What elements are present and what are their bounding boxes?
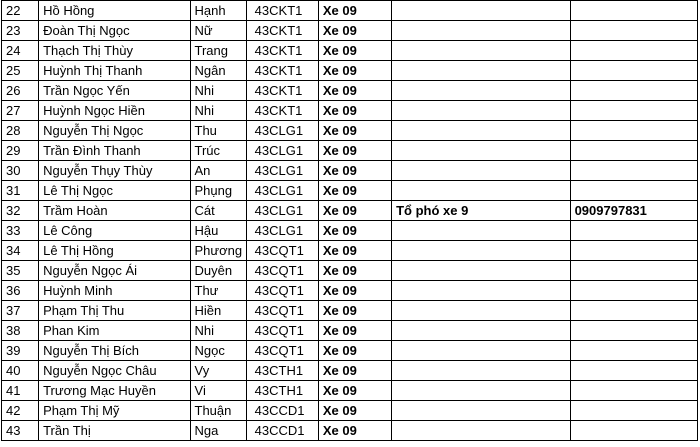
bus-number-cell: Xe 09 (318, 201, 391, 221)
family-name-cell: Huỳnh Minh (39, 281, 190, 301)
phone-number-cell (570, 241, 697, 261)
class-code-cell: 43CKT1 (246, 81, 318, 101)
role-cell (392, 221, 571, 241)
row-number-cell: 27 (2, 101, 39, 121)
given-name-cell: Phương (190, 241, 246, 261)
given-name-cell: Nhi (190, 81, 246, 101)
table-row (2, 301, 698, 321)
role-cell (392, 401, 571, 421)
row-number-cell: 24 (2, 41, 39, 61)
phone-number-cell (570, 261, 697, 281)
family-name-cell: Trần Đình Thanh (39, 141, 190, 161)
table-row (2, 241, 698, 261)
row-number-cell: 23 (2, 21, 39, 41)
table-row (2, 321, 698, 341)
bus-number-cell: Xe 09 (318, 221, 391, 241)
bus-number-cell: Xe 09 (318, 301, 391, 321)
family-name-cell: Trần Thị (39, 421, 190, 441)
row-number-cell: 22 (2, 1, 39, 21)
row-number-cell: 43 (2, 421, 39, 441)
class-code-cell: 43CTH1 (246, 361, 318, 381)
given-name-cell: Phụng (190, 181, 246, 201)
row-number-cell: 40 (2, 361, 39, 381)
student-bus-table (1, 0, 698, 441)
phone-number-cell (570, 401, 697, 421)
given-name-cell: Cát (190, 201, 246, 221)
given-name-cell: Trúc (190, 141, 246, 161)
role-cell (392, 361, 571, 381)
given-name-cell: Ngọc (190, 341, 246, 361)
class-code-cell: 43CLG1 (246, 181, 318, 201)
class-code-cell: 43CLG1 (246, 201, 318, 221)
family-name-cell: Huỳnh Ngọc Hiền (39, 101, 190, 121)
row-number-cell: 41 (2, 381, 39, 401)
row-number-cell: 33 (2, 221, 39, 241)
bus-number-cell: Xe 09 (318, 61, 391, 81)
role-cell (392, 321, 571, 341)
phone-number-cell (570, 221, 697, 241)
row-number-cell: 34 (2, 241, 39, 261)
family-name-cell: Lê Thị Ngọc (39, 181, 190, 201)
row-number-cell: 26 (2, 81, 39, 101)
phone-number-cell (570, 321, 697, 341)
given-name-cell: Nga (190, 421, 246, 441)
class-code-cell: 43CLG1 (246, 141, 318, 161)
bus-number-cell: Xe 09 (318, 121, 391, 141)
family-name-cell: Nguyễn Thị Bích (39, 341, 190, 361)
role-cell (392, 61, 571, 81)
phone-number-cell (570, 161, 697, 181)
phone-number-cell (570, 141, 697, 161)
class-code-cell: 43CQT1 (246, 281, 318, 301)
table-row (2, 21, 698, 41)
given-name-cell: Thu (190, 121, 246, 141)
bus-number-cell: Xe 09 (318, 381, 391, 401)
bus-number-cell: Xe 09 (318, 241, 391, 261)
class-code-cell: 43CQT1 (246, 301, 318, 321)
class-code-cell: 43CLG1 (246, 221, 318, 241)
bus-number-cell: Xe 09 (318, 321, 391, 341)
phone-number-cell (570, 421, 697, 441)
bus-number-cell: Xe 09 (318, 101, 391, 121)
class-code-cell: 43CQT1 (246, 241, 318, 261)
class-code-cell: 43CKT1 (246, 61, 318, 81)
class-code-cell: 43CKT1 (246, 101, 318, 121)
family-name-cell: Nguyễn Thị Ngọc (39, 121, 190, 141)
given-name-cell: Nhi (190, 321, 246, 341)
row-number-cell: 30 (2, 161, 39, 181)
role-cell (392, 241, 571, 261)
given-name-cell: Thuận (190, 401, 246, 421)
row-number-cell: 29 (2, 141, 39, 161)
table-row (2, 81, 698, 101)
table-row (2, 141, 698, 161)
table-row (2, 381, 698, 401)
phone-number-cell (570, 181, 697, 201)
row-number-cell: 42 (2, 401, 39, 421)
family-name-cell: Trần Ngọc Yến (39, 81, 190, 101)
role-cell (392, 261, 571, 281)
class-code-cell: 43CKT1 (246, 21, 318, 41)
table-row (2, 41, 698, 61)
role-cell (392, 1, 571, 21)
phone-number-cell (570, 341, 697, 361)
phone-number-cell (570, 41, 697, 61)
role-cell (392, 121, 571, 141)
table-row (2, 401, 698, 421)
role-cell (392, 381, 571, 401)
phone-number-cell (570, 381, 697, 401)
given-name-cell: Hiền (190, 301, 246, 321)
given-name-cell: Ngân (190, 61, 246, 81)
phone-number-cell (570, 101, 697, 121)
role-cell (392, 421, 571, 441)
bus-number-cell: Xe 09 (318, 401, 391, 421)
class-code-cell: 43CLG1 (246, 161, 318, 181)
given-name-cell: Trang (190, 41, 246, 61)
row-number-cell: 31 (2, 181, 39, 201)
given-name-cell: Vy (190, 361, 246, 381)
table-body (2, 1, 698, 441)
table-row (2, 421, 698, 441)
role-cell (392, 141, 571, 161)
bus-number-cell: Xe 09 (318, 41, 391, 61)
family-name-cell: Hồ Hồng (39, 1, 190, 21)
phone-number-cell (570, 1, 697, 21)
bus-number-cell: Xe 09 (318, 361, 391, 381)
given-name-cell: Hạnh (190, 1, 246, 21)
given-name-cell: Nữ (190, 21, 246, 41)
table-row (2, 361, 698, 381)
bus-number-cell: Xe 09 (318, 141, 391, 161)
bus-number-cell: Xe 09 (318, 281, 391, 301)
family-name-cell: Đoàn Thị Ngọc (39, 21, 190, 41)
role-cell (392, 181, 571, 201)
row-number-cell: 36 (2, 281, 39, 301)
role-cell (392, 161, 571, 181)
table-row (2, 101, 698, 121)
class-code-cell: 43CTH1 (246, 381, 318, 401)
table-row (2, 201, 698, 221)
class-code-cell: 43CKT1 (246, 41, 318, 61)
row-number-cell: 32 (2, 201, 39, 221)
family-name-cell: Trầm Hoàn (39, 201, 190, 221)
phone-number-cell (570, 121, 697, 141)
family-name-cell: Thạch Thị Thùy (39, 41, 190, 61)
given-name-cell: Thư (190, 281, 246, 301)
row-number-cell: 39 (2, 341, 39, 361)
bus-number-cell: Xe 09 (318, 81, 391, 101)
class-code-cell: 43CQT1 (246, 321, 318, 341)
table-row (2, 161, 698, 181)
family-name-cell: Phạm Thị Thu (39, 301, 190, 321)
given-name-cell: Vi (190, 381, 246, 401)
table-row (2, 1, 698, 21)
phone-number-cell: 0909797831 (570, 201, 697, 221)
row-number-cell: 37 (2, 301, 39, 321)
role-cell (392, 301, 571, 321)
table-row (2, 181, 698, 201)
class-code-cell: 43CQT1 (246, 341, 318, 361)
table-row (2, 341, 698, 361)
role-cell (392, 101, 571, 121)
row-number-cell: 35 (2, 261, 39, 281)
class-code-cell: 43CKT1 (246, 1, 318, 21)
row-number-cell: 25 (2, 61, 39, 81)
phone-number-cell (570, 61, 697, 81)
bus-number-cell: Xe 09 (318, 181, 391, 201)
given-name-cell: An (190, 161, 246, 181)
row-number-cell: 38 (2, 321, 39, 341)
phone-number-cell (570, 21, 697, 41)
family-name-cell: Nguyễn Ngọc Châu (39, 361, 190, 381)
role-cell (392, 341, 571, 361)
role-cell (392, 281, 571, 301)
family-name-cell: Lê Thị Hồng (39, 241, 190, 261)
family-name-cell: Huỳnh Thị Thanh (39, 61, 190, 81)
class-code-cell: 43CCD1 (246, 401, 318, 421)
family-name-cell: Nguyễn Ngọc Ái (39, 261, 190, 281)
class-code-cell: 43CCD1 (246, 421, 318, 441)
family-name-cell: Trương Mạc Huyền (39, 381, 190, 401)
phone-number-cell (570, 81, 697, 101)
table-row (2, 121, 698, 141)
bus-number-cell: Xe 09 (318, 161, 391, 181)
family-name-cell: Phan Kim (39, 321, 190, 341)
table-row (2, 281, 698, 301)
given-name-cell: Duyên (190, 261, 246, 281)
phone-number-cell (570, 361, 697, 381)
bus-number-cell: Xe 09 (318, 1, 391, 21)
family-name-cell: Nguyễn Thụy Thùy (39, 161, 190, 181)
given-name-cell: Nhi (190, 101, 246, 121)
bus-number-cell: Xe 09 (318, 261, 391, 281)
bus-number-cell: Xe 09 (318, 421, 391, 441)
phone-number-cell (570, 301, 697, 321)
role-cell (392, 21, 571, 41)
role-cell: Tổ phó xe 9 (392, 201, 571, 221)
family-name-cell: Phạm Thị Mỹ (39, 401, 190, 421)
class-code-cell: 43CQT1 (246, 261, 318, 281)
bus-number-cell: Xe 09 (318, 341, 391, 361)
table-row (2, 61, 698, 81)
class-code-cell: 43CLG1 (246, 121, 318, 141)
bus-number-cell: Xe 09 (318, 21, 391, 41)
role-cell (392, 81, 571, 101)
table-row (2, 221, 698, 241)
family-name-cell: Lê Công (39, 221, 190, 241)
phone-number-cell (570, 281, 697, 301)
row-number-cell: 28 (2, 121, 39, 141)
role-cell (392, 41, 571, 61)
table-row (2, 261, 698, 281)
given-name-cell: Hậu (190, 221, 246, 241)
